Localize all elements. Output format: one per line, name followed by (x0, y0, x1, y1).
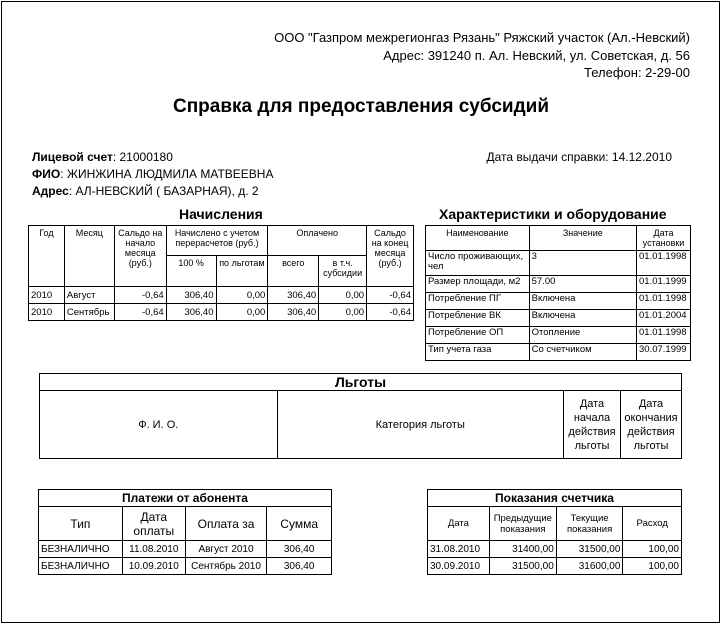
meter-cell-date: 30.09.2010 (428, 558, 490, 575)
meter-header-date: Дата (428, 507, 490, 541)
meter-cell-curr: 31600,00 (556, 558, 623, 575)
table-row (426, 327, 691, 344)
properties-cell-name: Потребление ОП (426, 327, 530, 344)
meter-cell-prev: 31400,00 (489, 541, 556, 558)
payments-cell-sum: 306,40 (267, 558, 332, 575)
properties-cell-date: 01.01.2004 (637, 310, 691, 327)
payments-table (38, 489, 332, 575)
charges-cell-paid-subsidy: 0,00 (319, 287, 367, 304)
meter-table (427, 489, 682, 575)
charges-header-year: Год (29, 226, 65, 287)
address-line (32, 184, 259, 199)
charges-cell-saldo-start: -0,64 (114, 287, 166, 304)
charges-cell-month: Сентябрь (64, 304, 114, 321)
charges-cell-accrued-100: 306,40 (166, 287, 216, 304)
table-row (29, 304, 414, 321)
charges-cell-saldo-end: -0,64 (367, 287, 414, 304)
benefits-header-category: Категория льготы (277, 391, 564, 459)
charges-cell-accrued-benefits: 0,00 (216, 287, 268, 304)
table-row (426, 310, 691, 327)
payments-header-type: Тип (39, 507, 123, 541)
properties-cell-value: Включена (529, 310, 636, 327)
properties-cell-date: 01.01.1998 (637, 251, 691, 276)
properties-cell-name: Потребление ПГ (426, 293, 530, 310)
charges-cell-accrued-100: 306,40 (166, 304, 216, 321)
properties-cell-name: Размер площади, м2 (426, 276, 530, 293)
meter-cell-curr: 31500,00 (556, 541, 623, 558)
charges-cell-accrued-benefits: 0,00 (216, 304, 268, 321)
address-label: Адрес (32, 184, 69, 198)
charges-header-accrued: Начислено с учетом перерасчетов (руб.) (166, 226, 268, 256)
properties-title: Характеристики и оборудование (439, 206, 667, 222)
charges-title: Начисления (179, 206, 263, 222)
charges-header-month: Месяц (64, 226, 114, 287)
benefits-title: Льготы (40, 374, 682, 391)
payments-cell-date: 11.08.2010 (122, 541, 185, 558)
document-title: Справка для предоставления субсидий (172, 96, 550, 117)
charges-cell-month: Август (64, 287, 114, 304)
charges-header-saldo-end: Сальдо на конец месяца (руб.) (367, 226, 414, 287)
charges-cell-year: 2010 (29, 304, 65, 321)
table-row (428, 558, 682, 575)
payments-cell-period: Сентябрь 2010 (185, 558, 267, 575)
table-row (29, 287, 414, 304)
properties-header-date: Дата установки (637, 226, 691, 251)
charges-cell-year: 2010 (29, 287, 65, 304)
meter-cell-usage: 100,00 (623, 541, 682, 558)
properties-header-name: Наименование (426, 226, 530, 251)
payments-cell-date: 10.09.2010 (122, 558, 185, 575)
charges-header-paid-subsidy: в т.ч. субсидии (319, 256, 367, 287)
table-row (426, 276, 691, 293)
properties-cell-name: Потребление ВК (426, 310, 530, 327)
payments-header-period: Оплата за (185, 507, 267, 541)
properties-cell-date: 01.01.1999 (637, 276, 691, 293)
org-phone: Телефон: 2-29-00 (584, 65, 690, 80)
table-row (428, 541, 682, 558)
payments-header-date: Дата оплаты (122, 507, 185, 541)
properties-cell-date: 01.01.1998 (637, 293, 691, 310)
table-row (426, 251, 691, 276)
properties-cell-value: Отопление (529, 327, 636, 344)
properties-header-value: Значение (529, 226, 636, 251)
table-row (426, 293, 691, 310)
properties-cell-value: 57.00 (529, 276, 636, 293)
meter-cell-usage: 100,00 (623, 558, 682, 575)
payments-header-sum: Сумма (267, 507, 332, 541)
meter-header-usage: Расход (623, 507, 682, 541)
issue-date: Дата выдачи справки: 14.12.2010 (486, 150, 672, 164)
payments-cell-period: Август 2010 (185, 541, 267, 558)
account-line (32, 150, 173, 165)
meter-cell-prev: 31500,00 (489, 558, 556, 575)
charges-table (28, 225, 414, 321)
properties-cell-name: Число проживающих, чел (426, 251, 530, 276)
properties-cell-date: 30.07.1999 (637, 344, 691, 361)
charges-cell-saldo-end: -0,64 (367, 304, 414, 321)
meter-title: Показания счетчика (428, 490, 682, 507)
charges-header-paid-total: всего (268, 256, 319, 287)
benefits-header-start: Дата начала действия льготы (564, 391, 621, 459)
payments-title: Платежи от абонента (39, 490, 332, 507)
payments-cell-type: БЕЗНАЛИЧНО (39, 558, 123, 575)
fio-label: ФИО (32, 167, 61, 181)
org-name: ООО "Газпром межрегионгаз Рязань" Ряжский участок (Ал.-Невский) (274, 30, 690, 45)
charges-cell-paid-total: 306,40 (268, 304, 319, 321)
address-value: : АЛ-НЕВСКИЙ ( БАЗАРНАЯ), д. 2 (68, 184, 259, 198)
meter-header-prev: Предыдущие показания (489, 507, 556, 541)
table-row (39, 541, 332, 558)
charges-cell-saldo-start: -0,64 (114, 304, 166, 321)
fio-line (32, 167, 273, 182)
charges-cell-paid-total: 306,40 (268, 287, 319, 304)
fio-value: : ЖИНЖИНА ЛЮДМИЛА МАТВЕЕВНА (60, 167, 274, 181)
properties-cell-value: Включена (529, 293, 636, 310)
properties-cell-date: 01.01.1998 (637, 327, 691, 344)
table-row (39, 558, 332, 575)
properties-cell-name: Тип учета газа (426, 344, 530, 361)
meter-cell-date: 31.08.2010 (428, 541, 490, 558)
payments-cell-sum: 306,40 (267, 541, 332, 558)
properties-cell-value: 3 (529, 251, 636, 276)
benefits-table (39, 373, 682, 459)
charges-cell-paid-subsidy: 0,00 (319, 304, 367, 321)
benefits-header-end: Дата окончания действия льготы (620, 391, 681, 459)
properties-table (425, 225, 691, 361)
account-value: : 21000180 (112, 150, 173, 164)
table-row (426, 344, 691, 361)
org-address: Адрес: 391240 п. Ал. Невский, ул. Советская, д. 56 (383, 48, 690, 63)
account-label: Лицевой счет (32, 150, 113, 164)
charges-header-accrued-100: 100 % (166, 256, 216, 287)
charges-header-paid: Оплачено (268, 226, 367, 256)
benefits-header-fio: Ф. И. О. (40, 391, 278, 459)
properties-cell-value: Со счетчиком (529, 344, 636, 361)
meter-header-curr: Текущие показания (556, 507, 623, 541)
payments-cell-type: БЕЗНАЛИЧНО (39, 541, 123, 558)
charges-header-saldo-start: Сальдо на начало месяца (руб.) (114, 226, 166, 287)
charges-header-accrued-benefits: по льготам (216, 256, 268, 287)
